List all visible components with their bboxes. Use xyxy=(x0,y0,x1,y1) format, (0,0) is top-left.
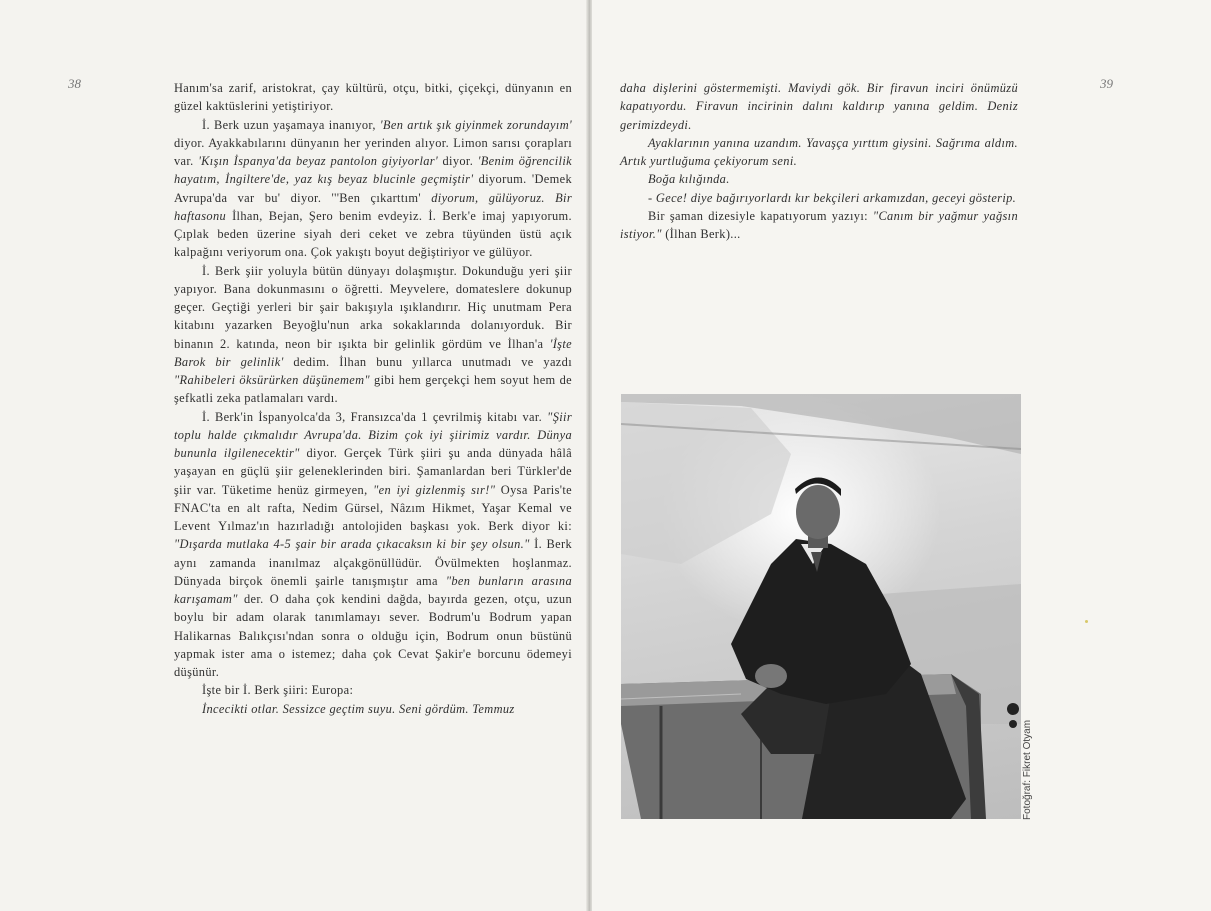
paragraph xyxy=(174,262,572,408)
portrait-photo-drawing xyxy=(621,394,1021,819)
text-run: diyor. Gerçek Türk şiiri şu anda dünyada hâlâ yaşayan en güçlü şiir geleneklerinden biri. Şamanlardan beri Türkler'de şiir var. Tüketime henüz girmeyen, xyxy=(174,446,572,497)
italic-text: "ben bunların arasına karışamam" xyxy=(174,573,572,606)
italic-text: Boğa kılığında. xyxy=(648,172,730,187)
italic-text: 'Ben artık şık giyinmek zorundayım' xyxy=(379,117,572,132)
paragraph xyxy=(620,170,1018,188)
paragraph xyxy=(174,408,572,682)
italic-text: daha dişlerini göstermemişti. Maviydi gök. Bir firavun inciri önümüzü kapatıyordu. Firavun incirinin dalını kaldırıp yanına geldim. Deniz gerimizdeydi. xyxy=(620,81,1018,132)
paragraph xyxy=(620,207,1018,244)
italic-text: 'İşte Barok bir gelinlik' xyxy=(174,336,572,369)
text-run: Bir şaman dizesiyle kapatıyorum yazıyı: xyxy=(648,208,873,223)
text-run: Hanım'sa zarif, aristokrat, çay kültürü, otçu, bitki, çiçekçi, dünyanın en güzel kaktüslerini yetiştiriyor. xyxy=(174,81,572,114)
portrait-photo xyxy=(621,394,1021,819)
italic-text: diyorum, gülüyoruz. Bir haftasonu xyxy=(174,190,572,223)
italic-text: "Canım bir yağmur yağsın istiyor." xyxy=(620,208,1019,241)
left-text-column xyxy=(174,79,572,718)
text-run: İlhan, Bejan, Şero benim evdeyiz. İ. Berk'e imaj yapıyorum. Çıplak beden üzerine siyah deri ceket ve zebra tüyünden üstü açık kalpağını veriyorum ona. Çok yakıştı boyut değiştiriyor ve gülüyor. xyxy=(174,208,572,260)
page-number-right: 39 xyxy=(1100,76,1113,91)
paragraph xyxy=(620,134,1018,171)
italic-text: "Rahibeleri öksürürken düşünemem" xyxy=(174,373,370,387)
paragraph xyxy=(620,79,1018,134)
italic-text: "en iyi gizlenmiş sır!" xyxy=(373,482,496,497)
text-run: diyor. xyxy=(437,154,478,168)
text-run: İ. Berk'in İspanyolca'da 3, Fransızca'da 1 çevrilmiş kitabı var. xyxy=(202,409,548,424)
italic-text: 'Kışın İspanya'da beyaz pantolon giyiyorlar' xyxy=(198,154,438,168)
text-run: İşte bir İ. Berk şiiri: Europa: xyxy=(202,683,354,698)
paragraph xyxy=(174,681,572,699)
text-run: Oysa Paris'te FNAC'ta en alt rafta, Nedim Gürsel, Nâzım Hikmet, Yaşar Kemal ve Levent Yılmaz'ın hazırladığı antolojiden başkası yok. Berk diyor ki: xyxy=(174,482,572,533)
paragraph xyxy=(620,189,1018,207)
text-run: İ. Berk aynı zamanda inanılmaz alçakgönüllüdür. Övülmekten hoşlanmaz. Dünyada birçok önemli şairle tanışmıştır ama xyxy=(174,537,572,588)
text-run: (İlhan Berk)... xyxy=(661,227,741,241)
text-run: dedim. İlhan bunu yıllarca unutmadı ve yazdı xyxy=(283,354,572,369)
paragraph xyxy=(174,700,572,718)
italic-text: "Dışarda mutlaka 4-5 şair bir arada çıkacaksın ki bir şey olsun." xyxy=(174,537,530,552)
text-run: diyor. Ayakkabılarını dünyanın her yerinden alıyor. Limon sarısı çorapları var. xyxy=(174,135,572,168)
italic-text: 'Benim öğrencilik hayatım, İngiltere'de, yaz kış beyaz blucinle geçmiştir' xyxy=(174,154,572,187)
photo-credit: Fotoğraf: Fikret Otyam xyxy=(1022,719,1033,820)
paragraph xyxy=(174,116,572,262)
italic-text: İncecikti otlar. Sessizce geçtim suyu. Seni gördüm. Temmuz xyxy=(202,701,515,716)
text-run: İ. Berk şiir yoluyla bütün dünyayı dolaşmıştır. Dokunduğu yeri şiir yapıyor. Bana dokunmasını o öğretti. Meyvelere, domateslere dokunup geçer. Geçtiği yerleri bir şair bakışıyla ışıklandırır. Hiç unutmam Pera kitabını yazarken Beyoğlu'nun arka sokaklarında dolanıyorduk. Bir binanın 2. katında, neon bir ışıkta bir gelinlik gördüm ve İlhan'a xyxy=(174,263,572,351)
text-run: der. O daha çok kendini dağda, bayırda gezen, otçu, uzun boylu bir adam olarak tanımlamayı sever. Bodrum'u Bodrum yapan Halikarnas Balıkçısı'ndan sonra o olduğu için, Bodrum onun büstünü yapmak ister ama o istemez; daha çok Cevat Şakir'e borcunu ödemeyi düşünür. xyxy=(174,592,572,679)
text-run: diyorum. 'Demek Avrupa'da var bu' diyor. '''Ben çıkarttım' xyxy=(174,172,572,205)
paragraph xyxy=(174,79,572,116)
italic-text: Ayaklarının yanına uzandım. Yavaşça yırttım giysini. Sağrıma aldım. Artık yurtluğuma çekiyorum seni. xyxy=(620,135,1018,168)
right-page xyxy=(592,0,1211,911)
italic-text: - Gece! diye bağırıyorlardı kır bekçileri arkamızdan, geceyi gösterip. xyxy=(648,190,1017,205)
italic-text: "Şiir toplu halde çıkmalıdır Avrupa'da. Bizim çok iyi şiirimiz vardır. Dünya bununla ilgilenecektir" xyxy=(174,409,572,460)
text-run: gibi hem gerçekçi hem soyut hem de şefkatli zeka patlamaları vardı. xyxy=(174,373,573,406)
page-speck xyxy=(1085,620,1088,623)
text-run: İ. Berk uzun yaşamaya inanıyor, xyxy=(202,117,380,132)
page-number-left: 38 xyxy=(68,76,81,91)
left-page xyxy=(0,0,588,911)
right-text-column xyxy=(620,79,1018,243)
